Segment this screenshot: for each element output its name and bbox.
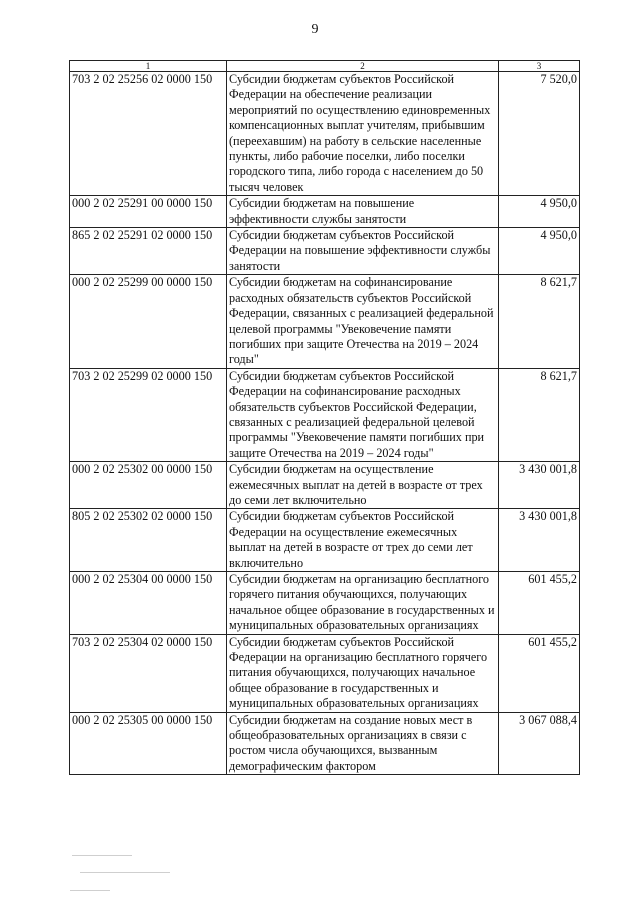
- description-cell: Субсидии бюджетам на создание новых мест в общеобразовательных организациях в связи с ростом числа обучающихся, вызванным демографическим фактором: [227, 712, 499, 775]
- page-number: 9: [311, 22, 319, 37]
- amount-cell: 7 520,0: [499, 72, 580, 196]
- budget-code-cell: 000 2 02 25304 00 0000 150: [70, 572, 227, 635]
- column-header-row: [70, 61, 580, 72]
- table-row: [70, 368, 580, 461]
- column-header-code: 1: [70, 61, 227, 72]
- table-row: [70, 72, 580, 196]
- budget-code-cell: 865 2 02 25291 02 0000 150: [70, 228, 227, 275]
- budget-code-cell: 703 2 02 25256 02 0000 150: [70, 72, 227, 196]
- column-header-name: 2: [227, 61, 499, 72]
- budget-code-cell: 000 2 02 25299 00 0000 150: [70, 275, 227, 368]
- budget-code-cell: 805 2 02 25302 02 0000 150: [70, 509, 227, 572]
- amount-cell: 4 950,0: [499, 196, 580, 228]
- description-cell: Субсидии бюджетам субъектов Российской Федерации на повышение эффективности службы занятости: [227, 228, 499, 275]
- description-cell: Субсидии бюджетам на осуществление ежемесячных выплат на детей в возрасте от трех до семи лет включительно: [227, 462, 499, 509]
- budget-code-cell: 000 2 02 25305 00 0000 150: [70, 712, 227, 775]
- description-cell: Субсидии бюджетам субъектов Российской Федерации на организацию бесплатного горячего питания обучающихся, получающих начальное общее образование в государственных и муниципальных образовательных организациях: [227, 634, 499, 712]
- description-cell: Субсидии бюджетам на организацию бесплатного горячего питания обучающихся, получающих начальное общее образование в государственных и муниципальных образовательных организациях: [227, 572, 499, 635]
- amount-cell: 8 621,7: [499, 368, 580, 461]
- amount-cell: 4 950,0: [499, 228, 580, 275]
- budget-code-cell: 703 2 02 25304 02 0000 150: [70, 634, 227, 712]
- amount-cell: 601 455,2: [499, 634, 580, 712]
- table-row: [70, 509, 580, 572]
- scan-speck: [70, 890, 110, 891]
- description-cell: Субсидии бюджетам на софинансирование расходных обязательств субъектов Российской Федерации, связанных с реализацией федеральной целевой программы "Увековечение памяти погибших при защите Отечества на 2019 – 2024 годы": [227, 275, 499, 368]
- description-cell: Субсидии бюджетам субъектов Российской Федерации на софинансирование расходных обязательств субъектов Российской Федерации, связанных с реализацией федеральной целевой программы "Увековечение памяти погибших при защите Отечества на 2019 – 2024 годы": [227, 368, 499, 461]
- table-row: [70, 712, 580, 775]
- amount-cell: 601 455,2: [499, 572, 580, 635]
- table-row: [70, 196, 580, 228]
- description-cell: Субсидии бюджетам субъектов Российской Федерации на осуществление ежемесячных выплат на детей в возрасте от трех до семи лет включительно: [227, 509, 499, 572]
- budget-code-cell: 000 2 02 25291 00 0000 150: [70, 196, 227, 228]
- table-row: [70, 462, 580, 509]
- budget-code-cell: 703 2 02 25299 02 0000 150: [70, 368, 227, 461]
- table-row: [70, 572, 580, 635]
- budget-revenue-table: [69, 60, 580, 775]
- amount-cell: 8 621,7: [499, 275, 580, 368]
- column-header-amount: 3: [499, 61, 580, 72]
- table-row: [70, 634, 580, 712]
- amount-cell: 3 067 088,4: [499, 712, 580, 775]
- scan-speck: [80, 872, 170, 873]
- table-row: [70, 275, 580, 368]
- table-row: [70, 228, 580, 275]
- amount-cell: 3 430 001,8: [499, 462, 580, 509]
- description-cell: Субсидии бюджетам субъектов Российской Федерации на обеспечение реализации мероприятий по осуществлению единовременных компенсационных выплат учителям, прибывшим (переехавшим) на работу в сельские населенные пункты, либо рабочие поселки, либо поселки городского типа, либо города с населением до 50 тысяч человек: [227, 72, 499, 196]
- amount-cell: 3 430 001,8: [499, 509, 580, 572]
- description-cell: Субсидии бюджетам на повышение эффективности службы занятости: [227, 196, 499, 228]
- scan-speck: [72, 855, 132, 856]
- budget-code-cell: 000 2 02 25302 00 0000 150: [70, 462, 227, 509]
